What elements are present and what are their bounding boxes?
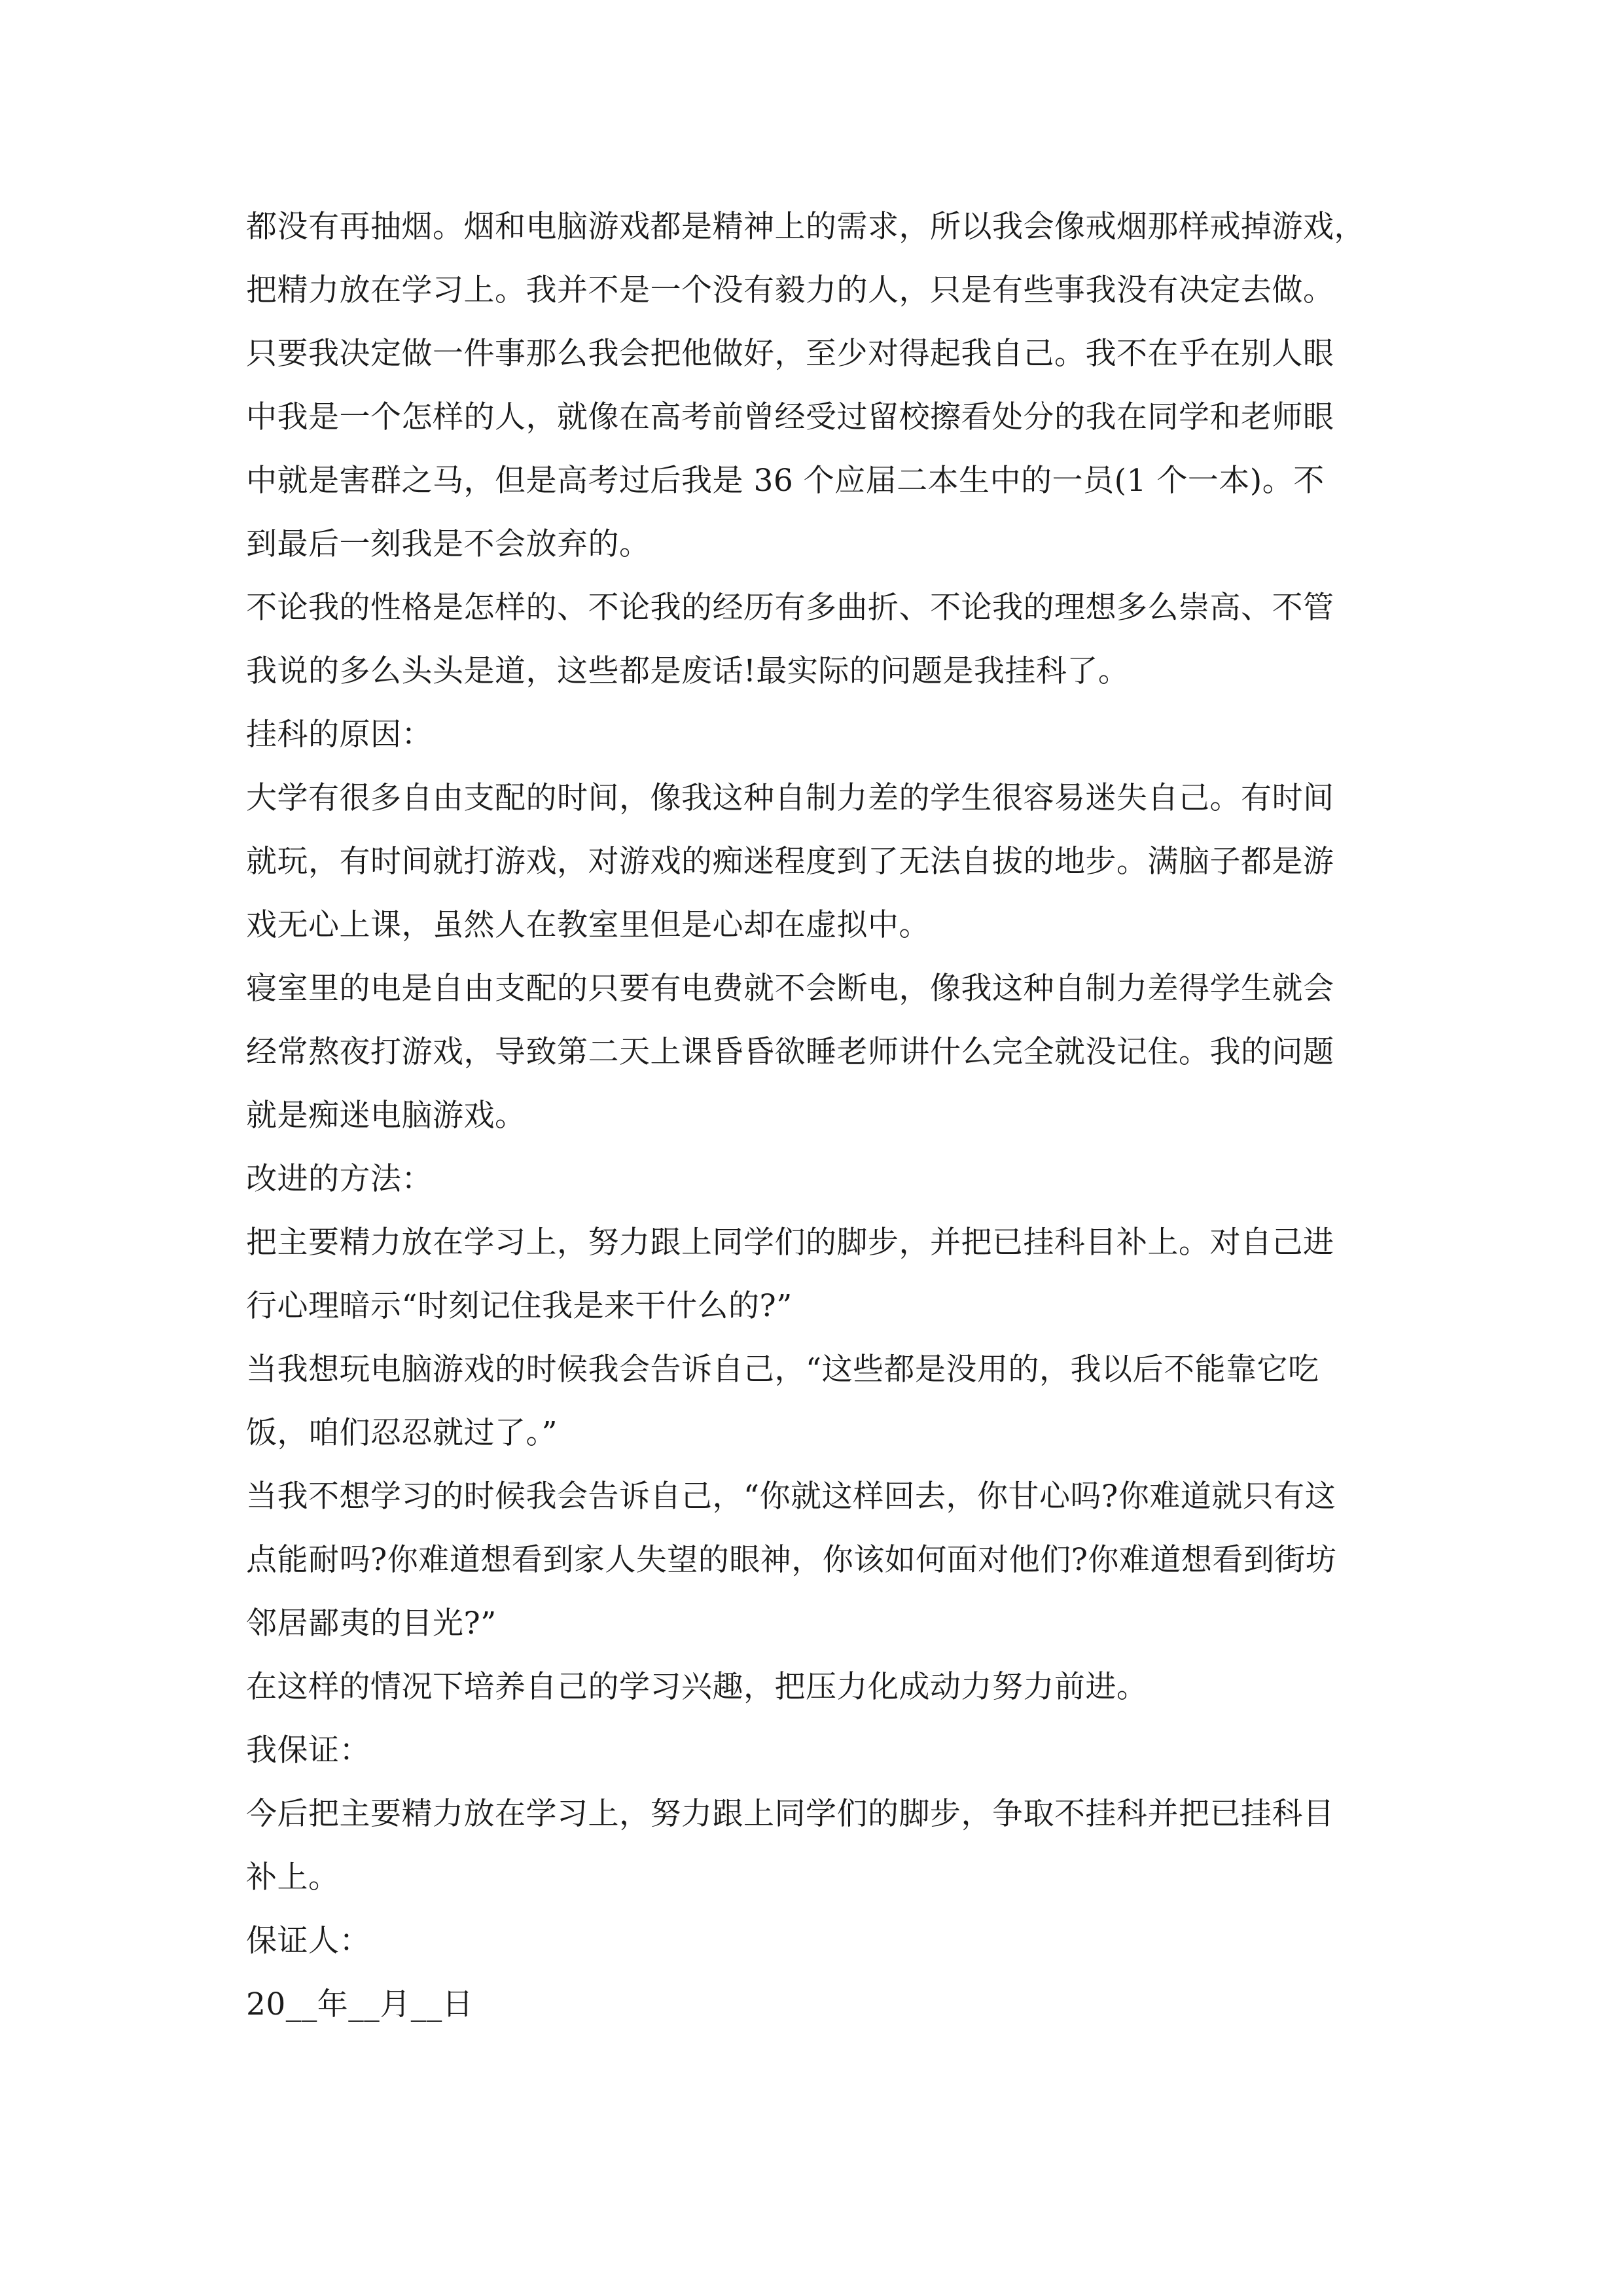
- body-line: 戏无心上课，虽然人在教室里但是心却在虚拟中。: [246, 907, 930, 943]
- body-line: 补上。: [246, 1859, 340, 1895]
- document-body: [246, 195, 1385, 2036]
- section-heading: 挂科的原因：: [246, 717, 433, 753]
- section-heading: 改进的方法：: [246, 1161, 433, 1197]
- body-line: 只要我决定做一件事那么我会把他做好，至少对得起我自己。我不在乎在别人眼: [246, 336, 1334, 372]
- body-line: 邻居鄙夷的目光?”: [246, 1605, 497, 1641]
- body-line: 当我不想学习的时候我会告诉自己，“你就这样回去，你甘心吗?你难道就只有这: [246, 1479, 1336, 1515]
- body-line: 把主要精力放在学习上，努力跟上同学们的脚步，并把已挂科目补上。对自己进: [246, 1225, 1334, 1261]
- body-line: 点能耐吗?你难道想看到家人失望的眼神，你该如何面对他们?你难道想看到街坊: [246, 1542, 1337, 1578]
- section-heading: 我保证：: [246, 1732, 370, 1768]
- body-line: 我说的多么头头是道，这些都是废话!最实际的问题是我挂科了。: [246, 653, 1130, 689]
- body-line: 中就是害群之马，但是高考过后我是 36 个应届二本生中的一员(1 个一本)。不: [246, 463, 1325, 499]
- body-line: 到最后一刻我是不会放弃的。: [246, 526, 651, 562]
- signature-label: 保证人：: [246, 1923, 370, 1959]
- body-line: 就玩，有时间就打游戏，对游戏的痴迷程度到了无法自拔的地步。满脑子都是游: [246, 844, 1334, 880]
- body-line: 大学有很多自由支配的时间，像我这种自制力差的学生很容易迷失自己。有时间: [246, 780, 1334, 816]
- body-line: 当我想玩电脑游戏的时候我会告诉自己，“这些都是没用的，我以后不能靠它吃: [246, 1352, 1319, 1388]
- body-line: 经常熬夜打游戏，导致第二天上课昏昏欲睡老师讲什么完全就没记住。我的问题: [246, 1034, 1334, 1070]
- body-line: 不论我的性格是怎样的、不论我的经历有多曲折、不论我的理想多么崇高、不管: [246, 590, 1334, 626]
- body-line: 寝室里的电是自由支配的只要有电费就不会断电，像我这种自制力差得学生就会: [246, 971, 1334, 1007]
- date-line: 20__年__月__日: [246, 1986, 474, 2022]
- body-line: 中我是一个怎样的人，就像在高考前曾经受过留校擦看处分的我在同学和老师眼: [246, 399, 1334, 435]
- body-line: 把精力放在学习上。我并不是一个没有毅力的人，只是有些事我没有决定去做。: [246, 272, 1334, 308]
- body-line: 在这样的情况下培养自己的学习兴趣，把压力化成动力努力前进。: [246, 1669, 1148, 1705]
- body-line: 都没有再抽烟。烟和电脑游戏都是精神上的需求，所以我会像戒烟那样戒掉游戏，: [246, 209, 1365, 245]
- body-line: 行心理暗示“时刻记住我是来干什么的?”: [246, 1288, 793, 1324]
- body-line: 就是痴迷电脑游戏。: [246, 1098, 526, 1134]
- body-line: 今后把主要精力放在学习上，努力跟上同学们的脚步，争取不挂科并把已挂科目: [246, 1796, 1334, 1832]
- body-line: 饭，咱们忍忍就过了。”: [246, 1415, 558, 1451]
